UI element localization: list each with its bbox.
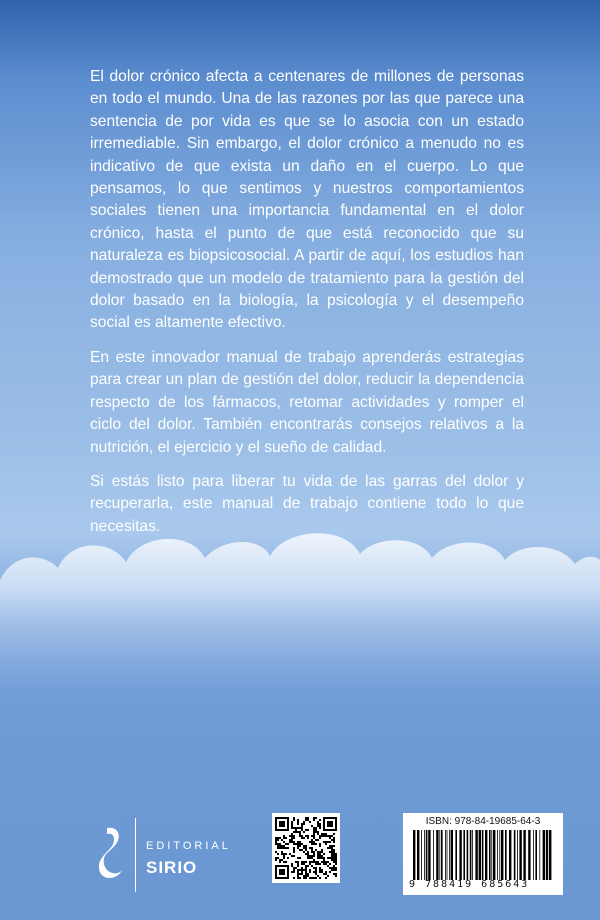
barcode-bars (413, 830, 553, 880)
description-paragraph-2: En este innovador manual de trabajo aprenderás estrategias para crear un plan de gestión del dolor, reducir la dependencia respecto de los fármacos, retomar actividades y romper el ciclo del dolor. También encontrarás consejos relativos a la nutrición, el ejercicio y el sueño de calidad. (90, 348, 524, 456)
publisher-line1: EDITORIAL (146, 840, 231, 852)
cloud-decoration (0, 520, 600, 690)
description-text (90, 66, 524, 550)
qr-code-icon (272, 813, 340, 883)
description-paragraph-3: Si estás listo para liberar tu vida de las garras del dolor y recuperarla, este manual de trabajo contiene todo lo que necesitas. (90, 472, 524, 535)
isbn-digits: 9 788419 685643 (409, 879, 530, 890)
description-paragraph-1: El dolor crónico afecta a centenares de millones de personas en todo el mundo. Una de las razones por las que parece una sentencia de por vida es que se lo asocia con un estado irremediable. Sin embargo, el dolor crónico a menudo no es indicativo de que exista un daño en el cuerpo. Lo que pensamos, lo que sentimos y nuestros comportamientos sociales tienen una importancia fundamental en el dolor crónico, hasta el punto de que está reconocido que su naturaleza es biopsicosocial. A partir de aquí, los estudios han demostrado que un modelo de tratamiento para la gestión del dolor basado en la biología, la psicología y el desempeño social es altamente efectivo. (90, 68, 524, 332)
isbn-label: ISBN: 978-84-19685-64-3 (425, 816, 541, 827)
swan-s-icon (98, 824, 126, 884)
qr-code-graphic (275, 816, 337, 880)
publisher-logo (98, 814, 248, 894)
publisher-line2: SIRIO (146, 858, 198, 877)
isbn-barcode (403, 813, 563, 895)
logo-divider (135, 818, 136, 892)
